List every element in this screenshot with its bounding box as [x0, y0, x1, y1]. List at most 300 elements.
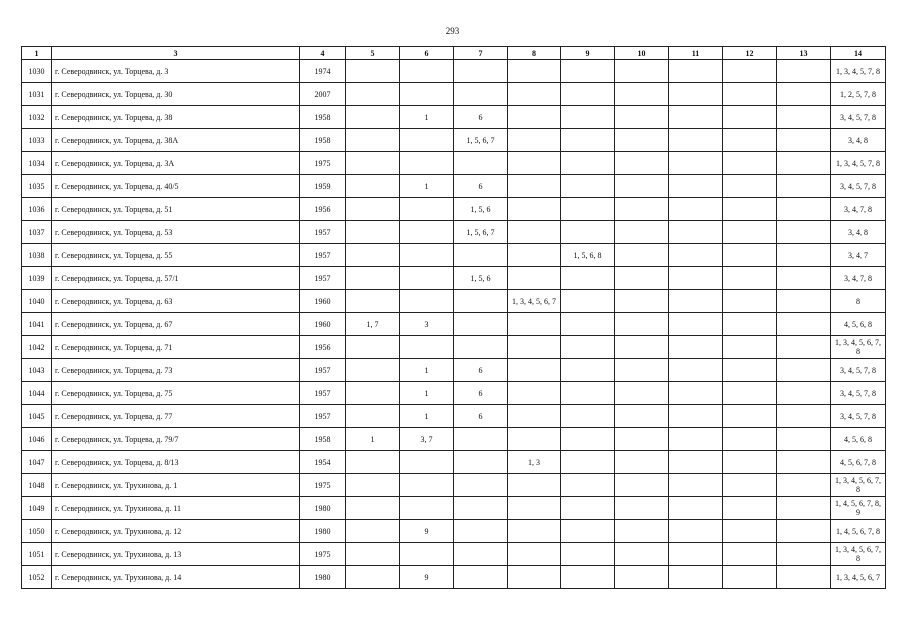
code-cell — [723, 566, 777, 589]
code-cell — [723, 221, 777, 244]
code-cell — [346, 451, 400, 474]
table-row — [22, 566, 886, 589]
code-cell — [669, 474, 723, 497]
code-cell — [346, 60, 400, 83]
code-cell — [561, 405, 615, 428]
table-body — [22, 60, 886, 589]
code-cell — [561, 428, 615, 451]
code-cell — [454, 60, 508, 83]
code-cell — [669, 336, 723, 359]
code-cell — [561, 336, 615, 359]
code-cell — [777, 129, 831, 152]
column-header-8: 8 — [508, 47, 561, 60]
code-cell — [723, 175, 777, 198]
code-cell: 1, 3, 4, 5, 6, 7 — [508, 290, 561, 313]
year-cell: 1960 — [300, 290, 346, 313]
code-cell: 6 — [454, 405, 508, 428]
code-cell — [346, 267, 400, 290]
code-cell — [777, 428, 831, 451]
code-cell: 6 — [454, 382, 508, 405]
code-cell — [346, 474, 400, 497]
year-cell: 1957 — [300, 359, 346, 382]
code-cell — [508, 313, 561, 336]
code-cell — [508, 198, 561, 221]
code-cell: 1, 3, 4, 5, 6, 7 — [831, 566, 886, 589]
code-cell — [508, 267, 561, 290]
code-cell — [669, 497, 723, 520]
table-row — [22, 83, 886, 106]
code-cell — [723, 83, 777, 106]
code-cell — [561, 106, 615, 129]
row-number-cell: 1050 — [22, 520, 52, 543]
code-cell: 1, 4, 5, 6, 7, 8 — [831, 520, 886, 543]
code-cell — [400, 198, 454, 221]
code-cell — [400, 497, 454, 520]
code-cell — [669, 221, 723, 244]
year-cell: 1957 — [300, 267, 346, 290]
code-cell — [400, 83, 454, 106]
code-cell: 3, 4, 5, 7, 8 — [831, 359, 886, 382]
code-cell — [561, 129, 615, 152]
code-cell — [669, 152, 723, 175]
year-cell: 1960 — [300, 313, 346, 336]
code-cell — [723, 382, 777, 405]
code-cell — [508, 152, 561, 175]
row-number-cell: 1048 — [22, 474, 52, 497]
column-header-14: 14 — [831, 47, 886, 60]
code-cell — [669, 313, 723, 336]
code-cell — [561, 152, 615, 175]
code-cell: 3, 4, 7 — [831, 244, 886, 267]
code-cell — [454, 336, 508, 359]
code-cell: 1, 4, 5, 6, 7, 8, 9 — [831, 497, 886, 520]
code-cell — [561, 175, 615, 198]
code-cell: 1, 5, 6, 7 — [454, 221, 508, 244]
code-cell — [669, 520, 723, 543]
code-cell — [777, 474, 831, 497]
row-number-cell: 1031 — [22, 83, 52, 106]
column-header-7: 7 — [454, 47, 508, 60]
code-cell: 6 — [454, 175, 508, 198]
code-cell — [346, 83, 400, 106]
table-row — [22, 198, 886, 221]
code-cell — [346, 129, 400, 152]
code-cell — [561, 382, 615, 405]
code-cell — [615, 313, 669, 336]
table-row — [22, 474, 886, 497]
code-cell — [615, 221, 669, 244]
year-cell: 1958 — [300, 106, 346, 129]
code-cell — [615, 382, 669, 405]
code-cell — [777, 336, 831, 359]
code-cell — [454, 313, 508, 336]
code-cell — [400, 474, 454, 497]
year-cell: 1975 — [300, 543, 346, 566]
code-cell — [454, 152, 508, 175]
code-cell: 3, 7 — [400, 428, 454, 451]
code-cell — [561, 60, 615, 83]
year-cell: 1956 — [300, 336, 346, 359]
code-cell — [615, 290, 669, 313]
code-cell — [777, 290, 831, 313]
address-cell: г. Северодвинск, ул. Торцева, д. 55 — [52, 244, 300, 267]
code-cell — [508, 566, 561, 589]
code-cell — [400, 543, 454, 566]
code-cell — [777, 497, 831, 520]
row-number-cell: 1030 — [22, 60, 52, 83]
row-number-cell: 1033 — [22, 129, 52, 152]
code-cell — [346, 336, 400, 359]
code-cell: 1 — [400, 359, 454, 382]
code-cell — [777, 359, 831, 382]
code-cell — [615, 60, 669, 83]
code-cell: 6 — [454, 359, 508, 382]
code-cell — [508, 336, 561, 359]
table-row — [22, 336, 886, 359]
code-cell — [669, 175, 723, 198]
code-cell — [615, 566, 669, 589]
code-cell — [669, 405, 723, 428]
code-cell — [777, 267, 831, 290]
code-cell: 4, 5, 6, 7, 8 — [831, 451, 886, 474]
code-cell: 1, 3 — [508, 451, 561, 474]
code-cell — [346, 175, 400, 198]
column-header-12: 12 — [723, 47, 777, 60]
code-cell — [777, 543, 831, 566]
code-cell — [346, 198, 400, 221]
code-cell: 1, 5, 6, 8 — [561, 244, 615, 267]
year-cell: 1957 — [300, 405, 346, 428]
code-cell: 3, 4, 5, 7, 8 — [831, 405, 886, 428]
code-cell — [723, 152, 777, 175]
code-cell — [615, 129, 669, 152]
code-cell — [615, 451, 669, 474]
code-cell: 1 — [400, 106, 454, 129]
code-cell — [777, 566, 831, 589]
code-cell — [669, 60, 723, 83]
code-cell — [669, 83, 723, 106]
year-cell: 1957 — [300, 244, 346, 267]
code-cell — [508, 543, 561, 566]
address-cell: г. Северодвинск, ул. Торцева, д. 8/13 — [52, 451, 300, 474]
address-cell: г. Северодвинск, ул. Торцева, д. 63 — [52, 290, 300, 313]
code-cell — [508, 428, 561, 451]
code-cell: 3, 4, 7, 8 — [831, 267, 886, 290]
code-cell — [508, 520, 561, 543]
code-cell — [561, 359, 615, 382]
code-cell — [777, 152, 831, 175]
row-number-cell: 1040 — [22, 290, 52, 313]
code-cell: 1, 3, 4, 5, 7, 8 — [831, 60, 886, 83]
table-row — [22, 451, 886, 474]
address-cell: г. Северодвинск, ул. Торцева, д. 75 — [52, 382, 300, 405]
code-cell — [777, 221, 831, 244]
column-header-4: 4 — [300, 47, 346, 60]
code-cell — [777, 198, 831, 221]
code-cell: 1, 3, 4, 5, 6, 7, 8 — [831, 474, 886, 497]
code-cell — [508, 474, 561, 497]
table-row — [22, 152, 886, 175]
code-cell — [669, 451, 723, 474]
code-cell — [561, 267, 615, 290]
code-cell — [346, 152, 400, 175]
address-cell: г. Северодвинск, ул. Трухинова, д. 12 — [52, 520, 300, 543]
code-cell: 9 — [400, 566, 454, 589]
code-cell — [669, 106, 723, 129]
table-row — [22, 405, 886, 428]
code-cell — [723, 520, 777, 543]
year-cell: 1957 — [300, 221, 346, 244]
code-cell: 3, 4, 8 — [831, 221, 886, 244]
column-header-6: 6 — [400, 47, 454, 60]
address-cell: г. Северодвинск, ул. Торцева, д. 30 — [52, 83, 300, 106]
column-header-10: 10 — [615, 47, 669, 60]
code-cell: 1 — [400, 175, 454, 198]
row-number-cell: 1052 — [22, 566, 52, 589]
code-cell — [723, 267, 777, 290]
year-cell: 1975 — [300, 152, 346, 175]
code-cell: 1 — [400, 405, 454, 428]
year-cell: 1956 — [300, 198, 346, 221]
code-cell — [615, 520, 669, 543]
code-cell — [723, 313, 777, 336]
code-cell: 3 — [400, 313, 454, 336]
code-cell — [777, 405, 831, 428]
code-cell: 1, 3, 4, 5, 6, 7, 8 — [831, 336, 886, 359]
row-number-cell: 1044 — [22, 382, 52, 405]
code-cell — [669, 428, 723, 451]
table-row — [22, 244, 886, 267]
code-cell — [561, 566, 615, 589]
row-number-cell: 1034 — [22, 152, 52, 175]
code-cell — [669, 543, 723, 566]
code-cell — [615, 267, 669, 290]
code-cell — [669, 290, 723, 313]
code-cell — [400, 244, 454, 267]
code-cell — [723, 451, 777, 474]
code-cell — [723, 336, 777, 359]
code-cell — [508, 382, 561, 405]
code-cell — [777, 451, 831, 474]
code-cell — [561, 543, 615, 566]
code-cell — [669, 267, 723, 290]
code-cell — [615, 428, 669, 451]
row-number-cell: 1035 — [22, 175, 52, 198]
code-cell — [508, 83, 561, 106]
code-cell — [615, 359, 669, 382]
code-cell — [561, 497, 615, 520]
table-row — [22, 497, 886, 520]
code-cell: 3, 4, 5, 7, 8 — [831, 382, 886, 405]
code-cell: 1, 5, 6, 7 — [454, 129, 508, 152]
address-cell: г. Северодвинск, ул. Торцева, д. 67 — [52, 313, 300, 336]
code-cell — [561, 451, 615, 474]
code-cell — [723, 405, 777, 428]
code-cell — [723, 198, 777, 221]
code-cell — [561, 474, 615, 497]
code-cell — [777, 244, 831, 267]
table-header — [22, 47, 886, 60]
address-cell: г. Северодвинск, ул. Трухинова, д. 1 — [52, 474, 300, 497]
code-cell — [615, 244, 669, 267]
header-row — [22, 47, 886, 60]
row-number-cell: 1041 — [22, 313, 52, 336]
year-cell: 1958 — [300, 428, 346, 451]
code-cell — [669, 198, 723, 221]
year-cell: 1958 — [300, 129, 346, 152]
code-cell — [777, 520, 831, 543]
row-number-cell: 1045 — [22, 405, 52, 428]
column-header-5: 5 — [346, 47, 400, 60]
code-cell — [400, 60, 454, 83]
code-cell — [346, 497, 400, 520]
code-cell — [454, 497, 508, 520]
code-cell — [454, 474, 508, 497]
code-cell: 1, 5, 6 — [454, 198, 508, 221]
code-cell — [400, 336, 454, 359]
code-cell — [454, 520, 508, 543]
table-row — [22, 520, 886, 543]
code-cell — [400, 129, 454, 152]
code-cell — [346, 106, 400, 129]
code-cell — [777, 60, 831, 83]
code-cell: 1 — [346, 428, 400, 451]
code-cell — [615, 175, 669, 198]
table-row — [22, 382, 886, 405]
code-cell — [561, 313, 615, 336]
address-cell: г. Северодвинск, ул. Торцева, д. 79/7 — [52, 428, 300, 451]
code-cell — [561, 221, 615, 244]
code-cell — [723, 474, 777, 497]
address-cell: г. Северодвинск, ул. Торцева, д. 3А — [52, 152, 300, 175]
code-cell: 3, 4, 8 — [831, 129, 886, 152]
address-cell: г. Северодвинск, ул. Торцева, д. 38 — [52, 106, 300, 129]
code-cell — [346, 382, 400, 405]
code-cell — [615, 497, 669, 520]
code-cell — [777, 83, 831, 106]
code-cell: 1 — [400, 382, 454, 405]
code-cell — [723, 428, 777, 451]
address-cell: г. Северодвинск, ул. Торцева, д. 3 — [52, 60, 300, 83]
code-cell: 1, 7 — [346, 313, 400, 336]
table-row — [22, 543, 886, 566]
row-number-cell: 1039 — [22, 267, 52, 290]
address-cell: г. Северодвинск, ул. Торцева, д. 40/5 — [52, 175, 300, 198]
code-cell — [346, 221, 400, 244]
address-cell: г. Северодвинск, ул. Трухинова, д. 13 — [52, 543, 300, 566]
code-cell — [454, 543, 508, 566]
code-cell — [615, 543, 669, 566]
address-cell: г. Северодвинск, ул. Торцева, д. 38А — [52, 129, 300, 152]
code-cell — [615, 474, 669, 497]
year-cell: 1954 — [300, 451, 346, 474]
code-cell — [615, 152, 669, 175]
address-cell: г. Северодвинск, ул. Торцева, д. 77 — [52, 405, 300, 428]
code-cell — [615, 405, 669, 428]
code-cell — [454, 451, 508, 474]
address-cell: г. Северодвинск, ул. Торцева, д. 53 — [52, 221, 300, 244]
code-cell — [615, 336, 669, 359]
table-row — [22, 221, 886, 244]
year-cell: 1980 — [300, 497, 346, 520]
code-cell — [723, 497, 777, 520]
code-cell — [346, 405, 400, 428]
address-cell: г. Северодвинск, ул. Торцева, д. 57/1 — [52, 267, 300, 290]
code-cell — [669, 129, 723, 152]
code-cell — [561, 520, 615, 543]
code-cell: 1, 3, 4, 5, 6, 7, 8 — [831, 543, 886, 566]
code-cell — [777, 313, 831, 336]
code-cell — [561, 83, 615, 106]
table-row — [22, 106, 886, 129]
page-number: 293 — [445, 26, 460, 36]
year-cell: 1957 — [300, 382, 346, 405]
year-cell: 1980 — [300, 566, 346, 589]
row-number-cell: 1051 — [22, 543, 52, 566]
code-cell — [346, 566, 400, 589]
table-row — [22, 313, 886, 336]
code-cell — [454, 566, 508, 589]
code-cell — [400, 152, 454, 175]
code-cell — [400, 451, 454, 474]
code-cell — [669, 359, 723, 382]
code-cell — [723, 244, 777, 267]
code-cell — [454, 83, 508, 106]
table-row — [22, 175, 886, 198]
code-cell — [723, 106, 777, 129]
row-number-cell: 1038 — [22, 244, 52, 267]
code-cell — [508, 405, 561, 428]
column-header-1: 1 — [22, 47, 52, 60]
code-cell — [561, 290, 615, 313]
row-number-cell: 1043 — [22, 359, 52, 382]
code-cell: 6 — [454, 106, 508, 129]
row-number-cell: 1042 — [22, 336, 52, 359]
code-cell — [723, 543, 777, 566]
address-cell: г. Северодвинск, ул. Торцева, д. 71 — [52, 336, 300, 359]
code-cell — [508, 129, 561, 152]
code-cell — [723, 290, 777, 313]
code-cell — [508, 359, 561, 382]
code-cell — [615, 106, 669, 129]
code-cell — [561, 198, 615, 221]
year-cell: 1959 — [300, 175, 346, 198]
code-cell — [400, 221, 454, 244]
code-cell — [508, 175, 561, 198]
code-cell — [669, 382, 723, 405]
registry-table — [21, 46, 886, 589]
code-cell: 3, 4, 5, 7, 8 — [831, 106, 886, 129]
row-number-cell: 1046 — [22, 428, 52, 451]
code-cell — [508, 106, 561, 129]
code-cell — [508, 244, 561, 267]
code-cell — [508, 497, 561, 520]
code-cell — [346, 244, 400, 267]
code-cell — [723, 359, 777, 382]
code-cell: 4, 5, 6, 8 — [831, 313, 886, 336]
address-cell: г. Северодвинск, ул. Трухинова, д. 14 — [52, 566, 300, 589]
code-cell — [669, 566, 723, 589]
code-cell — [508, 221, 561, 244]
code-cell — [615, 83, 669, 106]
code-cell — [777, 175, 831, 198]
column-header-9: 9 — [561, 47, 615, 60]
code-cell — [777, 382, 831, 405]
code-cell — [777, 106, 831, 129]
year-cell: 2007 — [300, 83, 346, 106]
code-cell — [454, 290, 508, 313]
column-header-11: 11 — [669, 47, 723, 60]
